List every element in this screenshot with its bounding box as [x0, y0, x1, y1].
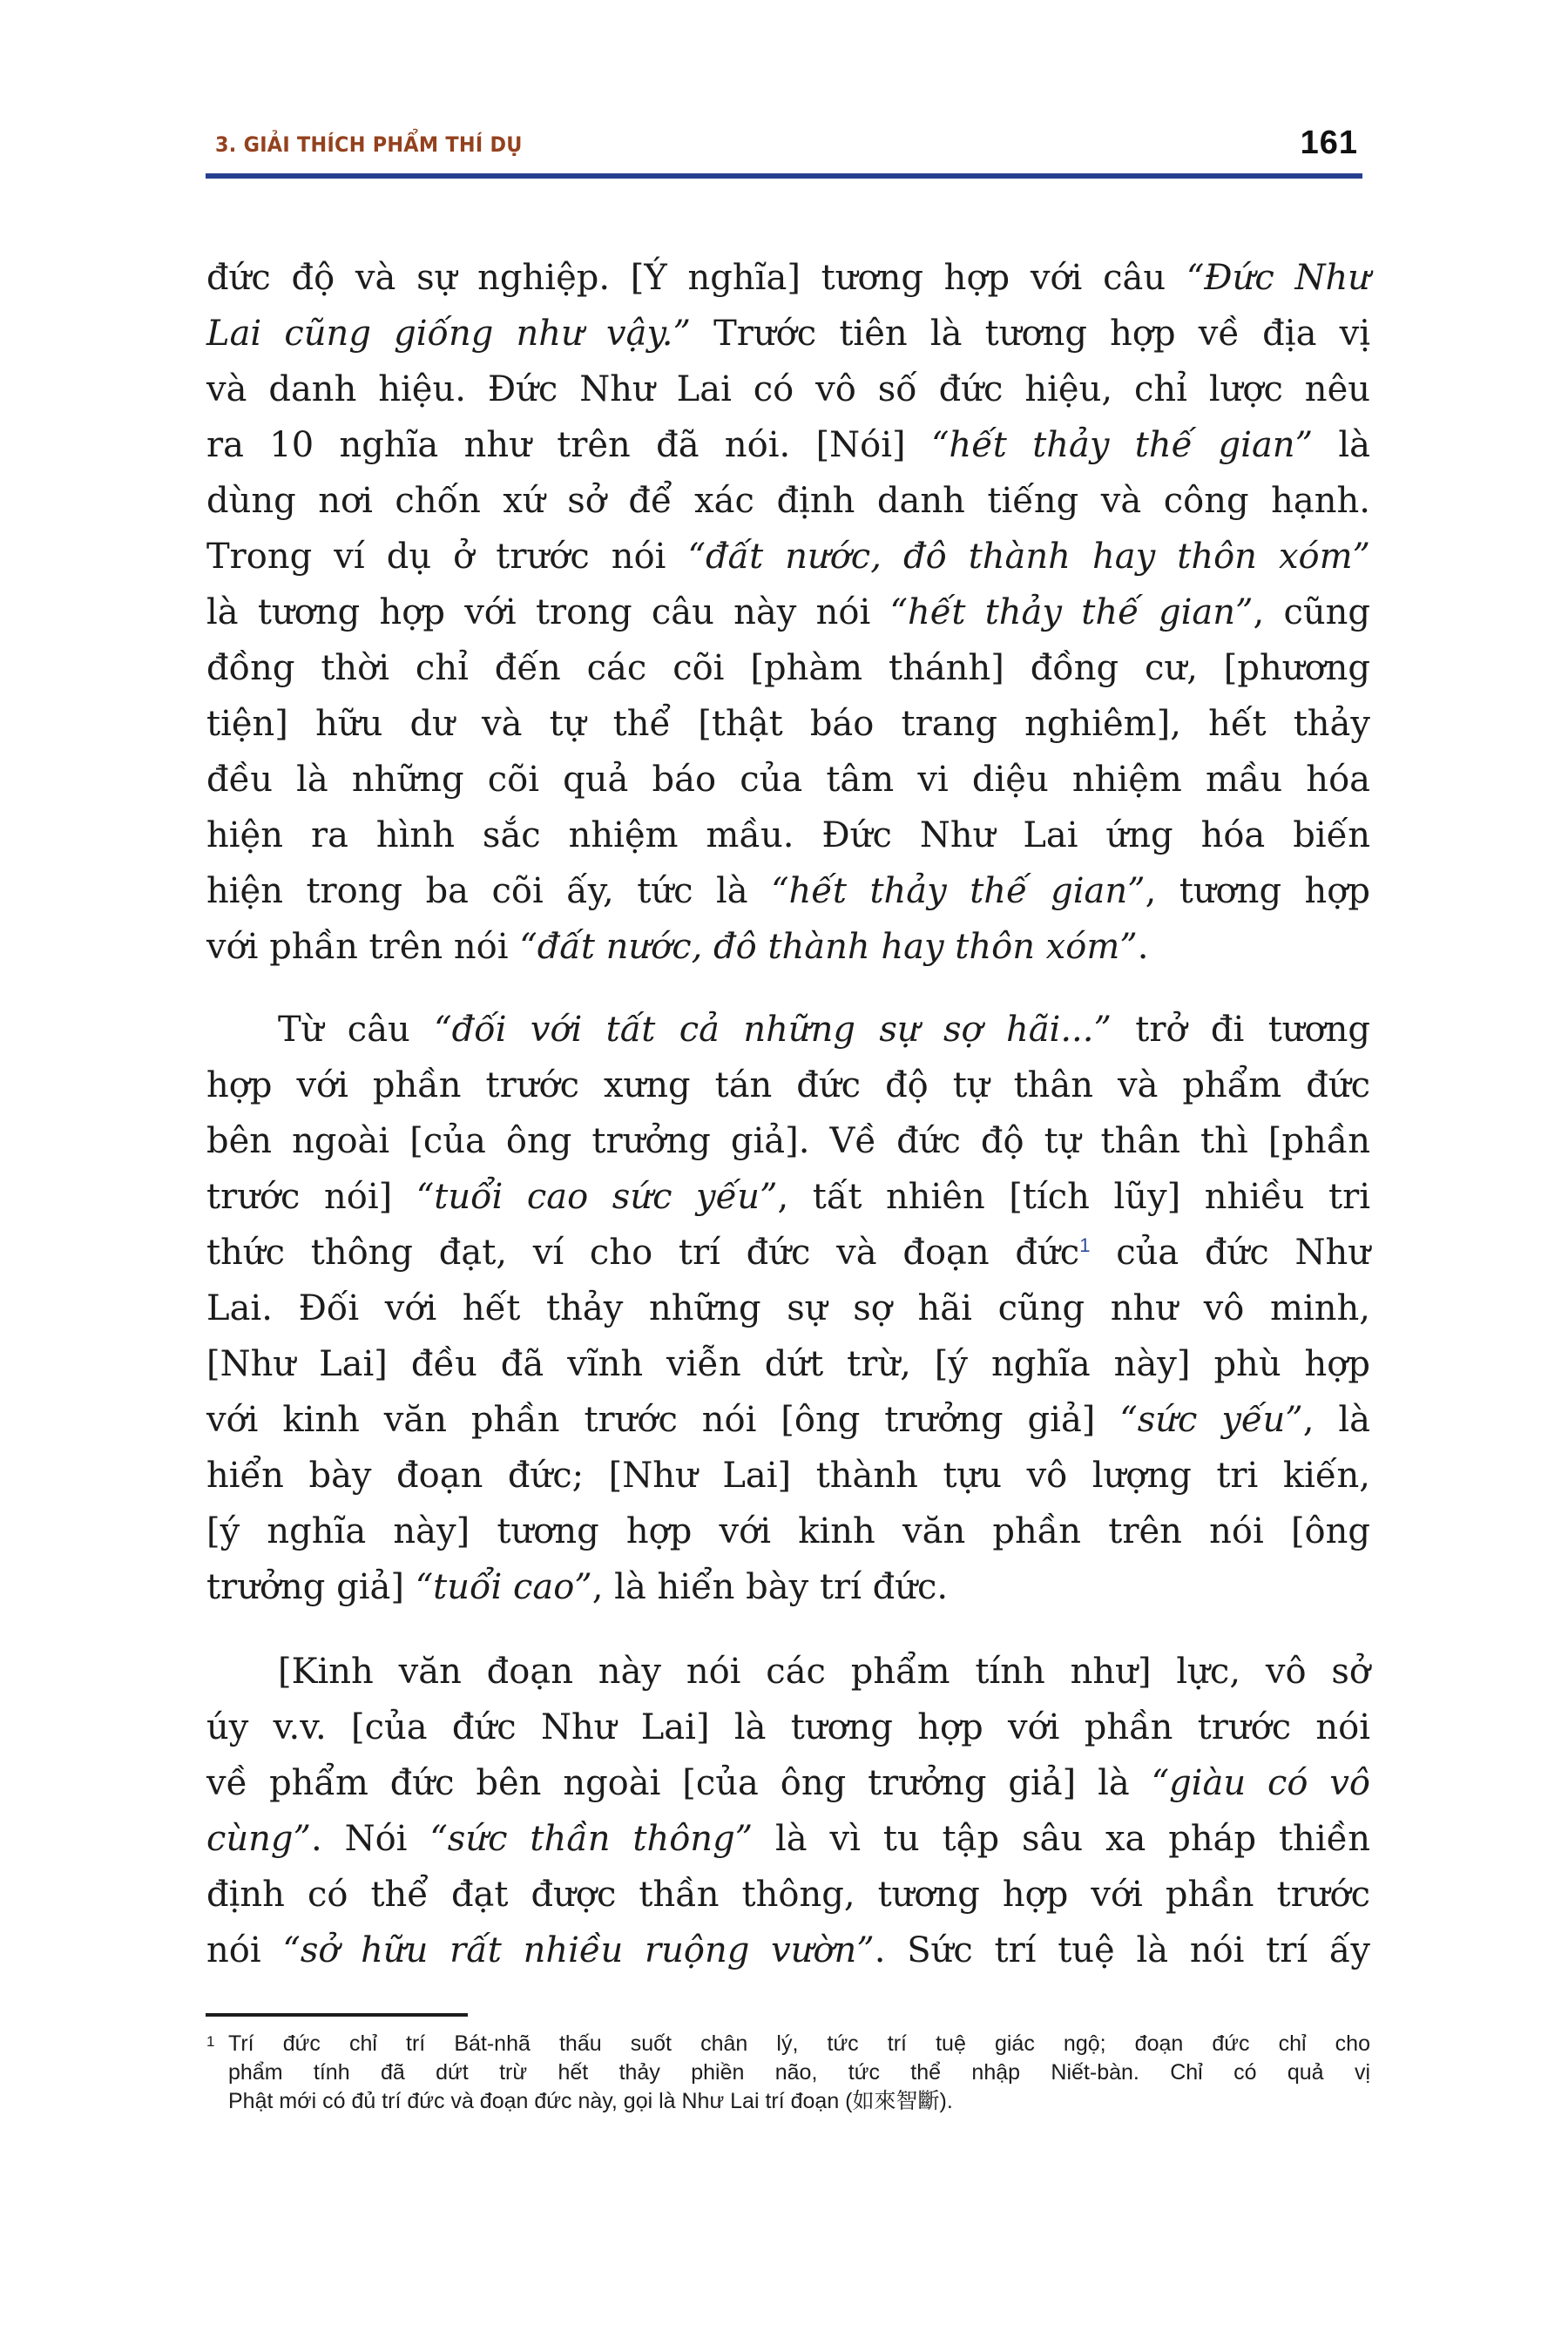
- text-line: [206, 1225, 1370, 1281]
- quoted-text: “sức yếu”: [1119, 1400, 1303, 1440]
- text-line: [206, 1392, 1370, 1448]
- text-run: đồng thời chỉ đến các cõi [phàm thánh] đồng cư, [phương: [206, 648, 1370, 688]
- text-run: dùng nơi chốn xứ sở để xác định danh tiếng và công hạnh.: [206, 481, 1370, 521]
- footnote-reference[interactable]: 1: [1079, 1234, 1091, 1256]
- text-run: Trong ví dụ ở trước nói: [206, 537, 688, 577]
- text-run: trở đi tương: [1111, 1010, 1370, 1050]
- footnote-separator: [206, 2013, 468, 2017]
- text-run: bên ngoài [của ông trưởng giả]. Về đức độ tự thân thì [phần: [206, 1121, 1370, 1161]
- text-run: hiển bày đoạn đức; [Như Lai] thành tựu vô lượng tri kiến,: [206, 1456, 1370, 1496]
- quoted-text: Lai cũng giống như vậy.”: [206, 314, 691, 354]
- text-line: [206, 752, 1370, 808]
- text-run: úy v.v. [của đức Như Lai] là tương hợp với phần trước nói: [206, 1707, 1370, 1747]
- text-line: [206, 696, 1370, 752]
- text-line: [206, 863, 1370, 919]
- text-run: thức thông đạt, ví cho trí đức và đoạn đức: [206, 1233, 1080, 1273]
- text-line: [206, 1058, 1370, 1113]
- text-line: [206, 1113, 1370, 1169]
- footnote-line: Phật mới có đủ trí đức và đoạn đức này, gọi là Như Lai trí đoạn (如來智斷).: [228, 2089, 953, 2113]
- quoted-text: “tuổi cao sức yếu”: [416, 1177, 778, 1217]
- text-line: [206, 1336, 1370, 1392]
- text-run: hiện trong ba cõi ấy, tức là: [206, 871, 772, 911]
- quoted-text: “hết thảy thế gian”: [771, 871, 1146, 911]
- text-run: trước nói]: [206, 1177, 416, 1217]
- text-run: Trước tiên là tương hợp về địa vị: [690, 314, 1370, 354]
- quoted-text: “giàu có vô: [1151, 1763, 1370, 1803]
- text-run: định có thể đạt được thần thông, tương hợp với phần trước: [206, 1875, 1370, 1915]
- text-run: về phẩm đức bên ngoài [của ông trưởng giả] là: [206, 1763, 1152, 1803]
- text-run: .: [1137, 927, 1149, 967]
- text-run: với kinh văn phần trước nói [ông trưởng giả]: [206, 1400, 1120, 1440]
- footnote-mark: 1: [206, 2033, 215, 2050]
- text-line: [206, 250, 1370, 306]
- text-run: , tương hợp: [1145, 871, 1370, 911]
- text-run: tiện] hữu dư và tự thể [thật báo trang nghiêm], hết thảy: [206, 704, 1370, 744]
- text-line: [206, 306, 1370, 362]
- quoted-text: “đất nước, đô thành hay thôn xóm”: [519, 927, 1138, 967]
- text-run: [ý nghĩa này] tương hợp với kinh văn phần trên nói [ông: [206, 1511, 1370, 1551]
- text-run: , là: [1302, 1400, 1370, 1440]
- text-run: là tương hợp với trong câu này nói: [206, 592, 890, 632]
- text-line: [278, 1002, 1370, 1058]
- text-run: là vì tu tập sâu xa pháp thiền: [753, 1819, 1370, 1859]
- quoted-text: “sở hữu rất nhiều ruộng vườn”: [282, 1930, 875, 1970]
- text-line: [206, 1169, 1370, 1225]
- quoted-text: “sức thần thông”: [429, 1819, 754, 1859]
- text-line: [206, 417, 1370, 473]
- text-line: [206, 808, 1370, 863]
- text-run: đức độ và sự nghiệp. [Ý nghĩa] tương hợp với câu: [206, 258, 1186, 298]
- text-line: [206, 1448, 1370, 1504]
- text-run: Lai. Đối với hết thảy những sự sợ hãi cũng như vô minh,: [206, 1288, 1370, 1328]
- text-run: nói: [206, 1930, 283, 1970]
- text-run: với phần trên nói: [206, 927, 520, 967]
- text-run: , tất nhiên [tích lũy] nhiều tri: [777, 1177, 1370, 1217]
- text-run: ra 10 nghĩa như trên đã nói. [Nói]: [206, 425, 931, 465]
- text-run: đều là những cõi quả báo của tâm vi diệu nhiệm mầu hóa: [206, 760, 1370, 800]
- text-line: [206, 1504, 1370, 1559]
- text-line: [206, 640, 1370, 696]
- footnote-line: phẩm tính đã dứt trừ hết thảy phiền não, tức thể nhập Niết-bàn. Chỉ có quả vị: [228, 2060, 1370, 2085]
- text-line: [278, 1644, 1370, 1700]
- text-line: [206, 1700, 1370, 1755]
- text-line: [206, 1281, 1370, 1336]
- quoted-text: “đất nước, đô thành hay thôn xóm”: [687, 537, 1370, 577]
- header-rule: [206, 173, 1362, 179]
- text-line: [206, 1867, 1370, 1923]
- quoted-text: cùng”: [206, 1819, 311, 1859]
- text-run: , là hiển bày trí đức.: [591, 1567, 949, 1607]
- quoted-text: “tuổi cao”: [415, 1567, 592, 1607]
- text-line: [206, 1923, 1370, 1978]
- text-run: và danh hiệu. Đức Như Lai có vô số đức hiệu, chỉ lược nêu: [206, 369, 1370, 409]
- text-run: hợp với phần trước xưng tán đức độ tự thân và phẩm đức: [206, 1065, 1370, 1105]
- quoted-text: “hết thảy thế gian”: [930, 425, 1314, 465]
- page-number: 161: [1300, 125, 1358, 161]
- quoted-text: “hết thảy thế gian”: [889, 592, 1254, 632]
- text-run: . Sức trí tuệ là nói trí ấy: [874, 1930, 1371, 1970]
- text-line: [206, 1559, 1370, 1615]
- text-run: của đức Như: [1090, 1233, 1370, 1273]
- text-line: [206, 362, 1370, 417]
- text-run: , cũng: [1253, 592, 1370, 632]
- text-line: [206, 1811, 1370, 1867]
- text-line: [206, 919, 1370, 975]
- footnote-line: Trí đức chỉ trí Bát-nhã thấu suốt chân lý, tức trí tuệ giác ngộ; đoạn đức chỉ cho: [228, 2031, 1370, 2056]
- text-line: [206, 529, 1370, 585]
- text-line: [206, 1755, 1370, 1811]
- text-run: trưởng giả]: [206, 1567, 416, 1607]
- text-run: [Như Lai] đều đã vĩnh viễn dứt trừ, [ý nghĩa này] phù hợp: [206, 1344, 1370, 1384]
- text-run: . Nói: [310, 1819, 430, 1859]
- text-run: hiện ra hình sắc nhiệm mầu. Đức Như Lai ứng hóa biến: [206, 815, 1370, 855]
- text-run: [Kinh văn đoạn này nói các phẩm tính như] lực, vô sở: [278, 1652, 1370, 1692]
- quoted-text: “đối với tất cả những sự sợ hãi...”: [434, 1010, 1112, 1050]
- text-line: [206, 585, 1370, 640]
- text-run: Từ câu: [278, 1010, 435, 1050]
- quoted-text: “Đức Như: [1186, 258, 1371, 298]
- running-title: 3. GIẢI THÍCH PHẨM THÍ DỤ: [215, 132, 523, 157]
- text-run: là: [1313, 425, 1370, 465]
- text-line: [206, 473, 1370, 529]
